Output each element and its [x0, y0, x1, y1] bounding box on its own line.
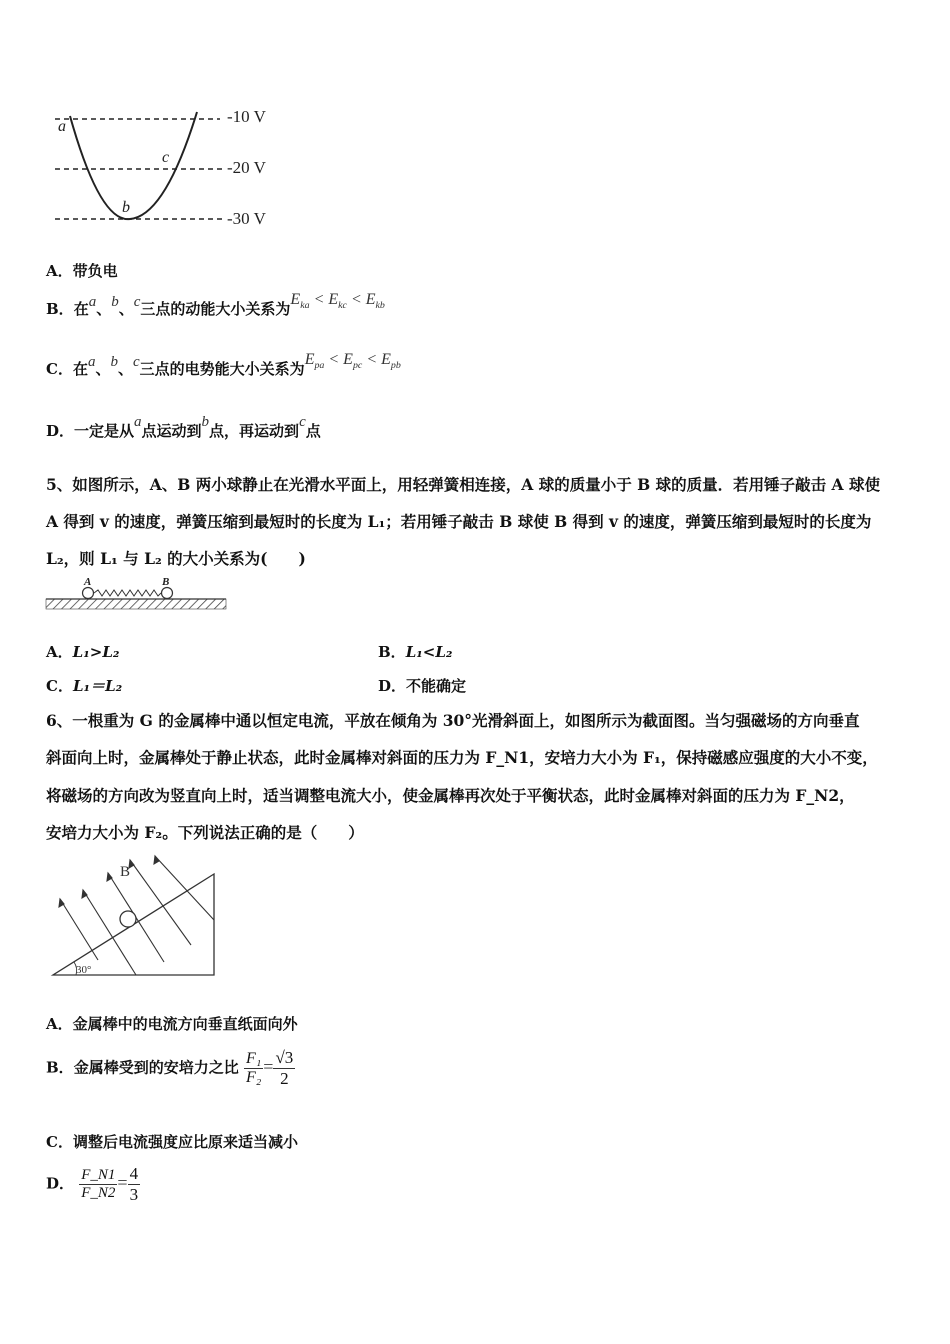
ball-b — [162, 588, 173, 599]
q6-option-d[interactable]: D． $\frac{F\_N1}{F\_N2}$ = $\frac{4}{3}$ — [46, 1164, 139, 1204]
ball-a-label: A — [84, 576, 92, 588]
q5-option-c[interactable]: C．L₁＝L₂ — [46, 677, 123, 695]
q6-stem-line1: 6、一根重为 G 的金属棒中通以恒定电流，平放在倾角为 30°光滑斜面上，如图所示为截面图。当匀强磁场的方向垂直 — [46, 711, 860, 730]
q6-stem-line2: 斜面向上时，金属棒处于静止状态，此时金属棒对斜面的压力为 F_N1，安培力大小为 F₁，保持磁感应强度的大小不变， — [46, 748, 878, 767]
metal-rod-section — [120, 911, 136, 927]
q5-option-a[interactable]: A．L₁>L₂ — [46, 643, 120, 661]
q5-option-d[interactable]: D．不能确定 — [378, 677, 467, 695]
q5-stem-line1: 5、如图所示，A、B 两小球静止在光滑水平面上，用轻弹簧相连接，A 球的质量小于 B 球的质量．若用锤子敲击 A 球使 — [46, 475, 880, 494]
label-20v: -20 V — [227, 158, 266, 177]
angle-label: 30° — [76, 964, 92, 976]
spring — [94, 590, 161, 596]
q6-option-c[interactable]: C．调整后电流强度应比原来适当减小 — [46, 1133, 298, 1151]
q6-option-a[interactable]: A．金属棒中的电流方向垂直纸面向外 — [46, 1015, 298, 1033]
ball-a — [83, 588, 94, 599]
q6-stem-line3: 将磁场的方向改为竖直向上时，适当调整电流大小，使金属棒再次处于平衡状态，此时金属棒对斜面的压力为 F_N2， — [46, 786, 855, 805]
field-label: B — [120, 864, 131, 880]
label-10v: -10 V — [227, 107, 266, 126]
label-30v: -30 V — [227, 209, 266, 228]
q5-option-b[interactable]: B．L₁<L₂ — [378, 643, 453, 661]
q4-option-d[interactable]: D．一定是从a点运动到b点，再运动到c点 — [46, 414, 321, 440]
ground-surface — [46, 599, 226, 609]
q4-option-b[interactable]: B．在a、b、c三点的动能大小关系为$E_{ka} < E_{kc} < E_{kb}$ — [46, 291, 385, 318]
trajectory-curve — [70, 112, 197, 219]
four-thirds: $\frac{4}{3}$ — [129, 1164, 139, 1204]
q6-stem-line4: 安培力大小为 F₂。下列说法正确的是（ ） — [46, 823, 364, 842]
q4-option-c[interactable]: C．在a、b、c三点的电势能大小关系为$E_{pa} < E_{pc} < E_{pb}$ — [46, 351, 401, 378]
potential-energy-formula: $E_{pa} < E_{pc} < E_{pb}$ — [304, 351, 401, 372]
spring-balls-figure — [44, 575, 234, 615]
q4-option-a[interactable]: A．带负电 — [46, 262, 118, 280]
force-ratio-fraction: $\frac{\text{F₁}}{\text{F₂}}$ — [245, 1050, 262, 1086]
equipotential-figure — [50, 98, 290, 233]
point-b-label: b — [122, 199, 130, 216]
normal-force-ratio-fraction: $\frac{F\_N1}{F\_N2}$ — [81, 1167, 116, 1201]
incline-figure — [48, 850, 223, 985]
kinetic-energy-formula: $E_{ka} < E_{kc} < E_{kb}$ — [290, 291, 385, 312]
q5-stem-line2: A 得到 v 的速度，弹簧压缩到最短时的长度为 L₁；若用锤子敲击 B 球使 B 得到 v 的速度，弹簧压缩到最短时的长度为 — [46, 512, 872, 531]
q5-stem-line3: L₂，则 L₁ 与 L₂ 的大小关系为( ) — [46, 549, 306, 568]
q6-option-b[interactable]: B．金属棒受到的安培力之比 $\frac{\text{F₁}}{\text{F₂}}$ = $\frac{√3}{2}$ — [46, 1048, 294, 1088]
ball-b-label: B — [162, 576, 170, 588]
point-c-label: c — [162, 149, 170, 166]
sqrt3-over-2: $\frac{√3}{2}$ — [275, 1048, 294, 1088]
point-a-label: a — [58, 118, 66, 135]
